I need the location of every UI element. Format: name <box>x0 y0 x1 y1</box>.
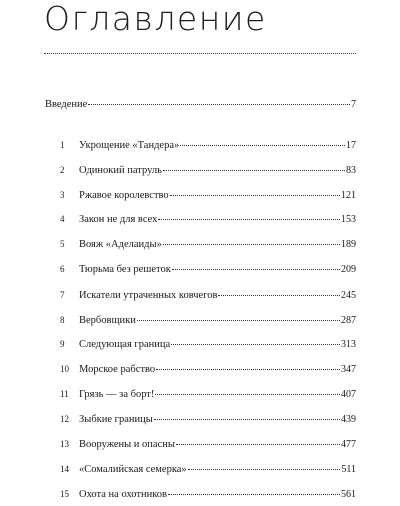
dot-leader <box>163 170 345 171</box>
toc-entry-chapter[interactable] <box>60 437 356 451</box>
toc-entry-page: 245 <box>341 290 356 301</box>
toc-entry-chapter[interactable] <box>60 288 356 302</box>
dot-leader <box>155 394 340 395</box>
dot-leader <box>168 494 340 495</box>
toc-entry-label: Грязь — за борт! <box>79 389 155 400</box>
toc-entry-page: 511 <box>341 464 356 475</box>
toc-entry-number: 6 <box>60 264 65 274</box>
toc-entry-label: Вояж «Аделаиды» <box>79 239 162 250</box>
dot-leader <box>137 320 340 321</box>
toc-entry-label: Вооружены и опасны <box>79 439 175 450</box>
toc-entry-page: 153 <box>341 214 356 225</box>
toc-entry-label: Одинокий патруль <box>79 165 162 176</box>
toc-entry-number: 12 <box>60 414 69 424</box>
dot-leader <box>172 269 340 270</box>
toc-entry-label: Укрощение «Тандера» <box>79 140 180 151</box>
toc-entry-number: 13 <box>60 439 69 449</box>
toc-entry-chapter[interactable] <box>60 487 356 501</box>
toc-entry-chapter[interactable] <box>60 362 356 376</box>
toc-entry-chapter[interactable] <box>60 337 356 351</box>
dot-leader <box>156 369 340 370</box>
toc-entry-label: «Сомалийская семерка» <box>79 464 187 475</box>
toc-entry-number: 9 <box>60 339 65 349</box>
toc-entry-label: Закон не для всех <box>79 214 158 225</box>
toc-entry-label: Охота на охотников <box>79 489 168 500</box>
toc-entry-page: 287 <box>341 315 356 326</box>
toc-entry-chapter[interactable] <box>60 138 356 152</box>
toc-entry-label: Искатели утраченных ковчегов <box>79 290 218 301</box>
toc-entry-number: 1 <box>60 140 65 150</box>
toc-entry-number: 4 <box>60 214 65 224</box>
toc-entry-page: 313 <box>341 339 356 350</box>
toc-entry-chapter[interactable] <box>60 313 356 327</box>
toc-entry-page: 477 <box>341 439 356 450</box>
toc-entry-chapter[interactable] <box>60 387 356 401</box>
toc-entry-chapter[interactable] <box>60 237 356 251</box>
toc-entry-page: 7 <box>351 99 356 110</box>
dot-leader <box>158 219 340 220</box>
toc-entry-number: 8 <box>60 315 65 325</box>
toc-entry-page: 407 <box>341 389 356 400</box>
toc-entry-chapter[interactable] <box>60 212 356 226</box>
dot-leader <box>88 104 350 105</box>
toc-entry-page: 209 <box>341 264 356 275</box>
toc-entry-number: 2 <box>60 165 65 175</box>
toc-entry-number: 3 <box>60 190 65 200</box>
title-divider <box>44 53 356 54</box>
toc-entry-label: Следующая граница <box>79 339 171 350</box>
toc-entry-chapter[interactable] <box>60 163 356 177</box>
toc-entry-intro[interactable] <box>45 98 356 112</box>
toc-entry-label: Тюрьма без решеток <box>79 264 171 275</box>
dot-leader <box>180 145 345 146</box>
dot-leader <box>176 444 340 445</box>
toc-entry-label: Вербовщики <box>79 315 136 326</box>
toc-entry-page: 121 <box>341 190 356 201</box>
toc-entry-page: 83 <box>346 165 356 176</box>
toc-entry-page: 189 <box>341 239 356 250</box>
toc-entry-page: 347 <box>341 364 356 375</box>
dot-leader <box>170 195 340 196</box>
dot-leader <box>171 344 340 345</box>
toc-entry-label: Введение <box>45 99 88 110</box>
toc-entry-number: 11 <box>60 389 69 399</box>
toc-entry-number: 15 <box>60 489 69 499</box>
dot-leader <box>163 244 340 245</box>
toc-entry-chapter[interactable] <box>60 462 356 476</box>
toc-entry-number: 14 <box>60 464 69 474</box>
toc-entry-label: Морское рабство <box>79 364 156 375</box>
toc-entry-page: 561 <box>341 489 356 500</box>
toc-entry-chapter[interactable] <box>60 188 356 202</box>
dot-leader <box>154 419 340 420</box>
toc-entry-chapter[interactable] <box>60 412 356 426</box>
toc-entry-page: 439 <box>341 414 356 425</box>
toc-entry-page: 17 <box>346 140 356 151</box>
toc-entry-number: 7 <box>60 290 65 300</box>
toc-entry-number: 10 <box>60 364 69 374</box>
toc-entry-label: Зыбкие границы <box>79 414 153 425</box>
dot-leader <box>218 295 340 296</box>
page-title: Оглавление <box>44 0 267 38</box>
toc-entry-number: 5 <box>60 239 65 249</box>
dot-leader <box>188 469 341 470</box>
toc-entry-label: Ржавое королевство <box>79 190 169 201</box>
toc-entry-chapter[interactable] <box>60 262 356 276</box>
